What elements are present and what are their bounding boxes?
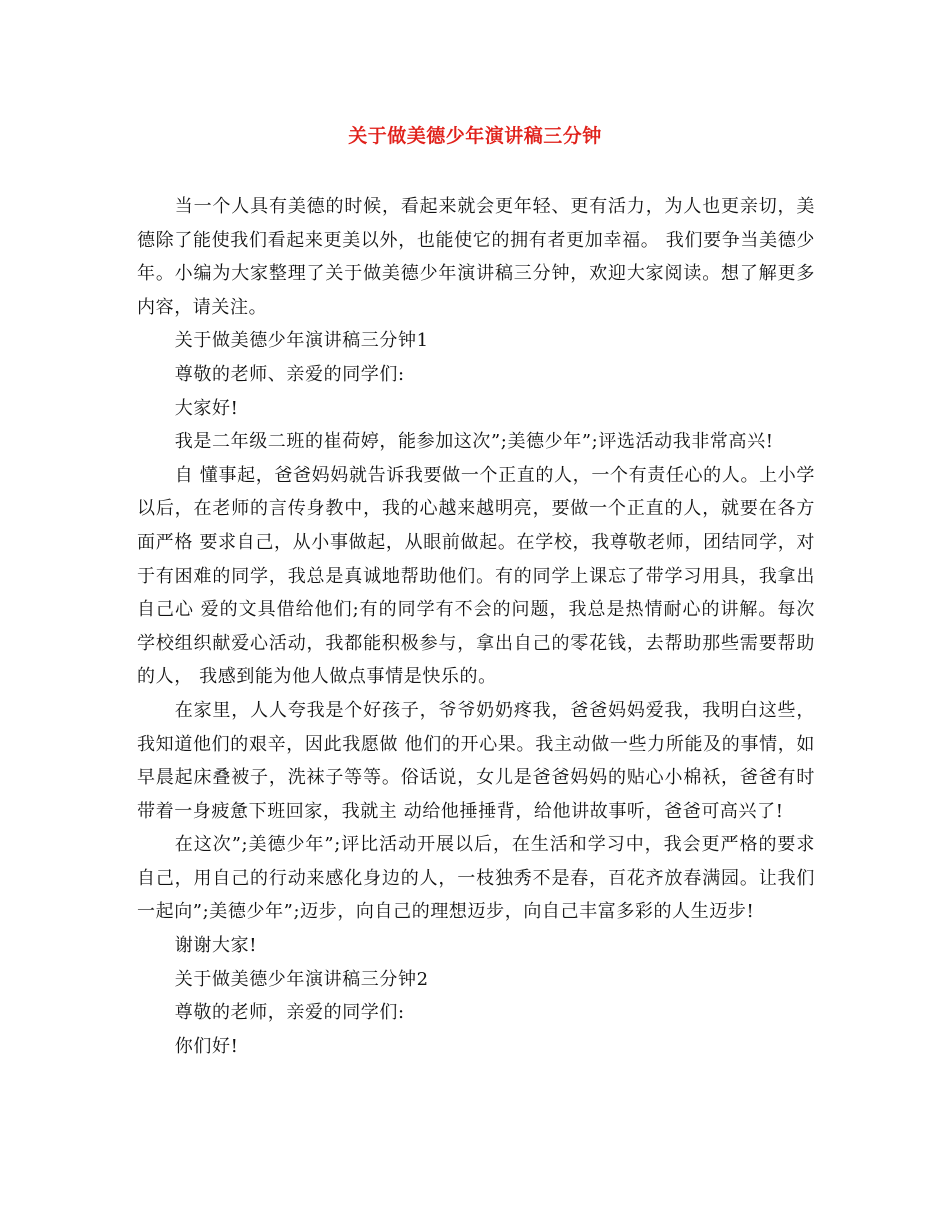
speech-1-closing: 谢谢大家! bbox=[174, 935, 258, 957]
document-body bbox=[137, 190, 815, 1063]
speech-2-greeting: 你们好! bbox=[174, 1035, 239, 1057]
speech-1-salutation: 尊敬的老师、亲爱的同学们: bbox=[174, 363, 405, 385]
speech-2-salutation: 尊敬的老师，亲爱的同学们: bbox=[174, 1002, 405, 1024]
speech-1-greeting: 大家好! bbox=[174, 397, 239, 419]
speech-2-heading: 关于做美德少年演讲稿三分钟2 bbox=[174, 968, 429, 990]
speech-1-paragraph: 在这次”;美德少年”;评比活动开展以后，在生活和学习中，我会更严格的要求自己，用自己的行动来感化身边的人，一枝独秀不是春，百花齐放春满园。让我们一起向”;美德少年”;迈步，向自己的理想迈步，向自己丰富多彩的人生迈步! bbox=[137, 834, 815, 923]
document-title: 关于做美德少年演讲稿三分钟 bbox=[348, 125, 602, 147]
speech-1-paragraph: 在家里，人人夸我是个好孩子，爷爷奶奶疼我，爸爸妈妈爱我，我明白这些，我知道他们的艰辛，因此我愿做 他们的开心果。我主动做一些力所能及的事情，如早晨起床叠被子，洗袜子等等。俗话说，女儿是爸爸妈妈的贴心小棉袄，爸爸有时带着一身疲惫下班回家，我就主 动给他捶捶背，给他讲故事听，爸爸可高兴了! bbox=[137, 699, 815, 822]
speech-1-paragraph: 我是二年级二班的崔荷婷，能参加这次”;美德少年”;评选活动我非常高兴! bbox=[174, 431, 774, 453]
intro-paragraph: 当一个人具有美德的时候，看起来就会更年轻、更有活力，为人也更亲切，美德除了能使我们看起来更美以外，也能使它的拥有者更加幸福。 我们要争当美德少年。小编为大家整理了关于做美德少年演讲稿三分钟，欢迎大家阅读。想了解更多内容，请关注。 bbox=[137, 196, 815, 318]
speech-1-paragraph: 自 懂事起，爸爸妈妈就告诉我要做一个正直的人，一个有责任心的人。上小学以后，在老师的言传身教中，我的心越来越明亮，要做一个正直的人，就要在各方面严格 要求自己，从小事做起，从眼前做起。在学校，我尊敬老师，团结同学，对于有困难的同学，我总是真诚地帮助他们。有的同学上课忘了带学习用具，我拿出自己心 爱的文具借给他们;有的同学有不会的问题，我总是热情耐心的讲解。每次学校组织献爱心活动，我都能积极参与，拿出自己的零花钱，去帮助那些需要帮助的人， 我感到能为他人做点事情是快乐的。 bbox=[137, 464, 815, 688]
speech-1-heading: 关于做美德少年演讲稿三分钟1 bbox=[174, 330, 429, 352]
